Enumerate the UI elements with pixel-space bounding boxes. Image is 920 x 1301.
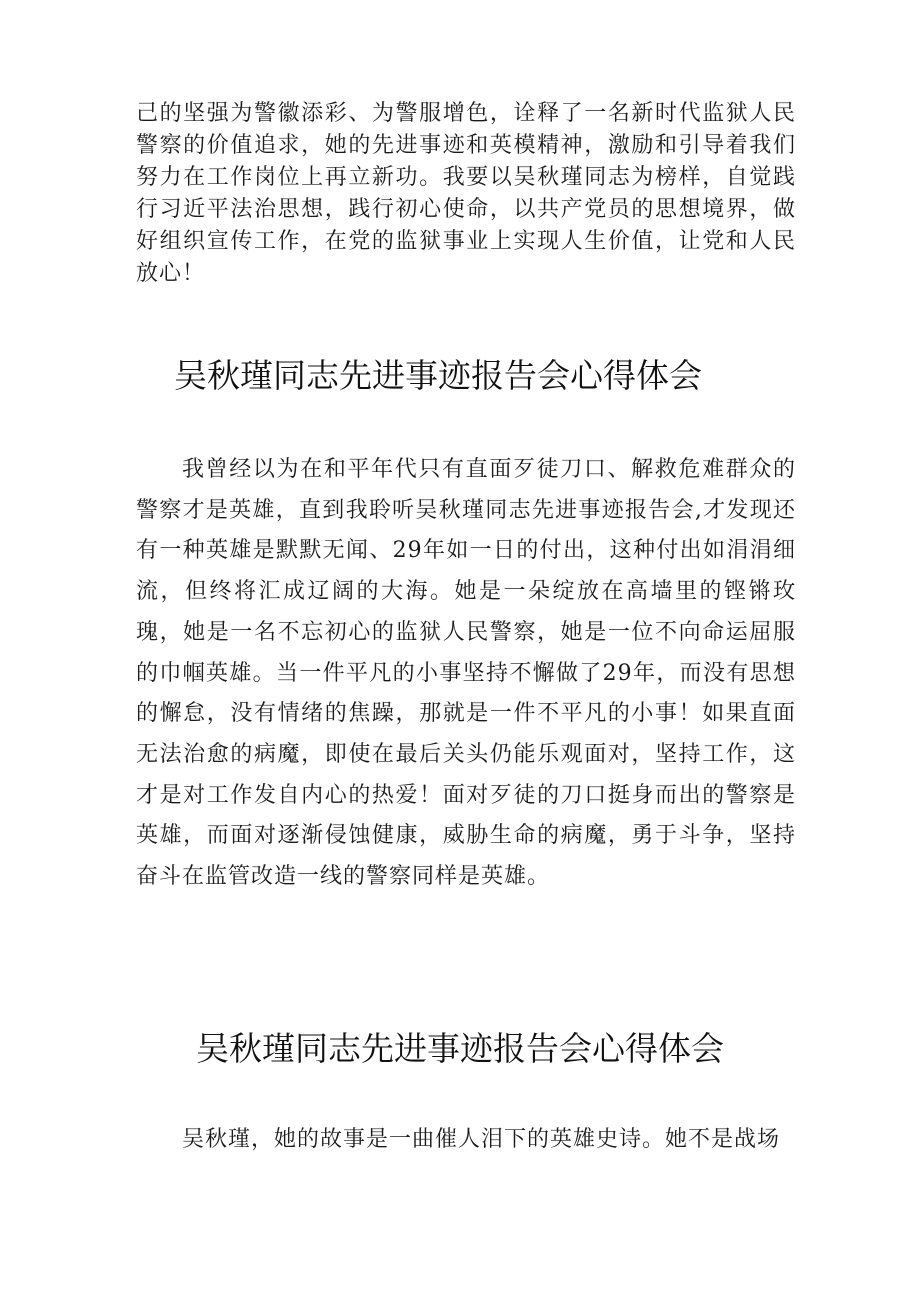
section-heading: 吴秋瑾同志先进事迹报告会心得体会 bbox=[174, 356, 702, 395]
section-paragraph: 我曾经以为在和平年代只有直面歹徒刀口、解救危难群众的警察才是英雄，直到我聆听吴秋瑾同志先进事迹报告会,才发现还有一种英雄是默默无闻、29年如一日的付出，这种付出如涓涓细流，但终将汇成辽阔的大海。她是一朵绽放在高墙里的铿锵玫瑰，她是一名不忘初心的监狱人民警察，她是一位不向命运屈服的巾帼英雄。当一件平凡的小事坚持不懈做了29年，而没有思想的懈怠，没有情绪的焦躁，那就是一件不平凡的小事！如果直面无法治愈的病魔，即使在最后关头仍能乐观面对，坚持工作，这才是对工作发自内心的热爱！面对歹徒的刀口挺身而出的警察是英雄，而面对逐渐侵蚀健康，威胁生命的病魔，勇于斗争，坚持奋斗在监管改造一线的警察同样是英雄。 bbox=[136, 457, 796, 890]
section-heading: 吴秋瑾同志先进事迹报告会心得体会 bbox=[196, 1029, 724, 1068]
section-paragraph: 吴秋瑾，她的故事是一曲催人泪下的英雄史诗。她不是战场 bbox=[182, 1127, 781, 1152]
continuation-paragraph: 己的坚强为警徽添彩、为警服增色，诠释了一名新时代监狱人民警察的价值追求，她的先进事迹和英模精神，激励和引导着我们努力在工作岗位上再立新功。我要以吴秋瑾同志为榜样，自觉践行习近平法治思想，践行初心使命，以共产党员的思想境界，做好组织宣传工作，在党的监狱事业上实现人生价值，让党和人民放心！ bbox=[136, 101, 796, 286]
